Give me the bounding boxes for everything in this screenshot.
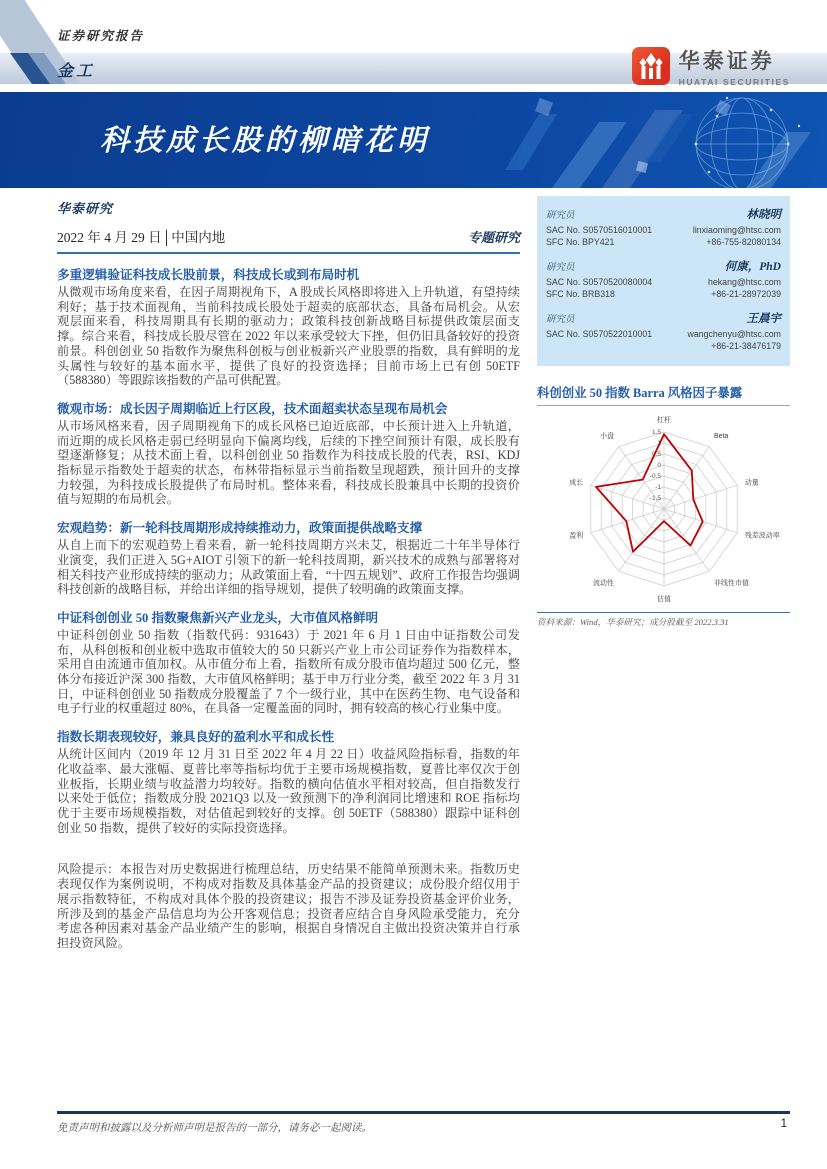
section-body: 中证科创创业 50 指数（指数代码：931643）于 2021 年 6 月 1 日由中证指数公司发布，从科创板和创业板中选取市值较大的 50 只新兴产业上市公司证券作为指数样本，采用自由流通市值加权。从市值分布上看，指数所有成分股市值均超过 500 亿元，整体分布接近沪深 300 指数，大市值风格鲜明；基于申万行业分类，截至 2022 年 3 月 31 日，中证科创创业 50 指数成分股覆盖了 7 个一级行业，其中在医药生物、电气设备和电子行业的权重超过 80%，在具备一定覆盖面的同时，拥有较高的核心行业集中度。 [57, 627, 520, 716]
footer-divider [57, 1111, 790, 1114]
meta-row [57, 226, 520, 254]
svg-text:杠杆: 杠杆 [657, 417, 671, 424]
huatai-logo [632, 45, 790, 87]
title-banner [0, 92, 827, 188]
banner-decoration [387, 92, 827, 188]
chart-source-note: 资料来源：Wind，华泰研究；成分股截至 2022.3.31 [537, 612, 790, 628]
researcher-phone: +86-755-82080134 [706, 237, 781, 247]
researcher-sfc: SFC No. BPY421 [546, 237, 615, 247]
main-content [57, 198, 520, 951]
researcher-sac: SAC No. S0570520080004 [546, 276, 653, 287]
section-heading: 指数长期表现较好，兼具良好的盈利水平和成长性 [57, 730, 335, 745]
org-label: 华泰研究 [57, 201, 114, 216]
chart-title: 科创创业 50 指数 Barra 风格因子暴露 [537, 383, 790, 406]
svg-text:残差波动率: 残差波动率 [744, 532, 780, 540]
researcher-name: 王晨宇 [746, 313, 781, 325]
svg-text:Beta: Beta [714, 433, 729, 441]
svg-text:1.5: 1.5 [651, 429, 661, 436]
researcher-phone: +86-21-28972039 [711, 289, 781, 299]
section-micro-market [57, 401, 520, 507]
researcher-email[interactable]: hekang@htsc.com [708, 276, 781, 287]
section-body: 从微观市场角度来看，在因子周期视角下，A 股成长风格即将进入上升轨道，有望持续利好；基于技术面视角，当前科技成长股处于超卖的底部状态，具备布局机会。从宏观层面来看，科技周期具有长期的驱动力；政策科技创新战略目标提供政策层面支撑。综合来看，科技成长股尽管在 2022 年以来承受较大下挫，但仍旧具备较好的投资前景。科创创业 50 指数作为聚焦科创板与创业板新兴产业股票的指数，具有鲜明的龙头属性与较好的基本面水平，提供了良好的投资选择；目前市场上已有创 50ETF（588380）等跟踪该指数的产品可供配置。 [57, 285, 520, 388]
category-label: 金工 [57, 63, 96, 80]
brand-name-cn: 华泰证券 [678, 50, 775, 73]
researcher-phone: +86-21-38476179 [711, 341, 781, 351]
svg-text:估值: 估值 [657, 596, 671, 603]
section-body: 从市场风格来看，因子周期视角下的成长风格已迫近底部，中长预计进入上升轨道，而近期的成长风格走弱已经明显向下偏离均线，后续的下挫空间预计有限，成长股有望逐渐修复；从技术面上看，以科创创业 50 指数作为科技成长股的代表，RSI、KDJ 指标显示指数处于超卖的状态，布林带指标显示当前指数呈现超跌，预计回升的支撑力较强，为科技成长股提供了布局时机。整体来看，科技成长股兼具中长期的投资价值与短期的布局机会。 [57, 418, 520, 507]
section-performance [57, 729, 520, 835]
svg-text:成长: 成长 [569, 479, 584, 487]
researcher-name: 何康，PhD [724, 261, 781, 273]
footer-disclaimer: 免责声明和披露以及分析师声明是报告的一部分，请务必一起阅读。 [57, 1123, 372, 1134]
section-heading: 宏观趋势：新一轮科技周期形成持续推动力，政策面提供战略支撑 [57, 521, 423, 536]
researcher-sfc: SFC No. BRB318 [546, 289, 615, 299]
researcher-role: 研究员 [546, 315, 575, 325]
section-heading: 微观市场：成长因子周期临近上行区段，技术面超卖状态呈现布局机会 [57, 401, 448, 416]
researcher-role: 研究员 [546, 263, 575, 273]
report-date: 2022 年 4 月 29 日│中国内地 [57, 230, 226, 245]
section-body: 从统计区间内（2019 年 12 月 31 日至 2022 年 4 月 22 日）收益风险指标看，指数的年化收益率、最大涨幅、夏普比率等指标均优于主要市场规模指数，夏普比率仅次于创业板指，长期业绩与收益潜力均较好。指数的横向估值水平相对较高，但自指数发行以来处于低位；指数成分股 2021Q3 以及一致预测下的净利润同比增速和 ROE 指标均优于主要市场规模指数，对估值起到较好的支撑。创 50ETF（588380）跟踪中证科创创业 50 指数，提供了较好的实际投资选择。 [57, 747, 520, 835]
svg-text:非线性市值: 非线性市值 [714, 579, 749, 587]
researcher-name: 林晓明 [746, 209, 781, 221]
svg-text:-0.5: -0.5 [649, 473, 661, 480]
risk-paragraph: 风险提示：本报告对历史数据进行梳理总结，历史结果不能简单预测未来。指数历史表现仅作为案例说明，不构成对指数及具体基金产品的投资建议；成份股介绍仅用于展示指数特征，不构成对具体个股的投资建议；报告不涉及证券投资基金评价业务，所涉及到的基金产品信息均为公开客观信息；投资者应结合自身风险承受能力，充分考虑各种因素对基金产品业绩产生的影响，根据自身情况自主做出投资决策并自行承担投资风险。 [57, 862, 520, 950]
researcher-email[interactable]: linxiaoming@htsc.com [692, 224, 781, 235]
section-macro-trend [57, 520, 520, 597]
researcher-panel [537, 196, 790, 366]
svg-text:流动性: 流动性 [593, 579, 614, 587]
section-heading: 多重逻辑验证科技成长股前景，科技成长或到布局时机 [57, 268, 360, 282]
page-number: 1 [780, 1118, 787, 1130]
svg-text:0: 0 [657, 462, 661, 469]
section-body: 从自上而下的宏观趋势上看来看，新一轮科技周期方兴未艾，根据近二十年半导体行业演变，我们正进入 5G+AIOT 引领下的新一轮科技周期，新兴技术的成熟与部署将对相关科技产业形成持续的驱动力；从政策面上看，“十四五规划”、政府工作报告均强调科技创新的战略目标，并给出详细的指导规划，提供了较明确的政策面支撑。 [57, 538, 520, 597]
svg-text:盈利: 盈利 [569, 532, 584, 540]
researcher-card [546, 258, 781, 299]
svg-text:动量: 动量 [744, 479, 759, 487]
barra-radar-chart [537, 410, 790, 605]
researcher-sac: SAC No. S0570516010001 [546, 224, 653, 235]
report-series: 专题研究 [467, 230, 520, 245]
report-type-label: 证券研究报告 [57, 29, 145, 43]
researcher-sac: SAC No. S0570522010001 [546, 328, 653, 339]
section-heading: 中证科创创业 50 指数聚焦新兴产业龙头，大市值风格鲜明 [57, 610, 379, 625]
radar-chart-block [537, 383, 790, 628]
researcher-card [546, 206, 781, 247]
researcher-card [546, 310, 781, 351]
svg-text:小盘: 小盘 [600, 433, 614, 441]
svg-text:-1.5: -1.5 [649, 495, 661, 502]
page-title: 科技成长股的柳暗花明 [100, 125, 431, 157]
researcher-email[interactable]: wangchenyu@htsc.com [687, 328, 781, 339]
section-index-intro [57, 610, 520, 716]
researcher-role: 研究员 [546, 211, 575, 221]
svg-text:-1: -1 [655, 484, 661, 491]
section-summary [57, 267, 520, 388]
brand-name-en: HUATAI SECURITIES [678, 77, 790, 87]
svg-text:1: 1 [657, 440, 661, 447]
side-panel [537, 196, 790, 628]
huatai-logo-icon [632, 47, 670, 85]
svg-text:0.5: 0.5 [651, 451, 661, 458]
